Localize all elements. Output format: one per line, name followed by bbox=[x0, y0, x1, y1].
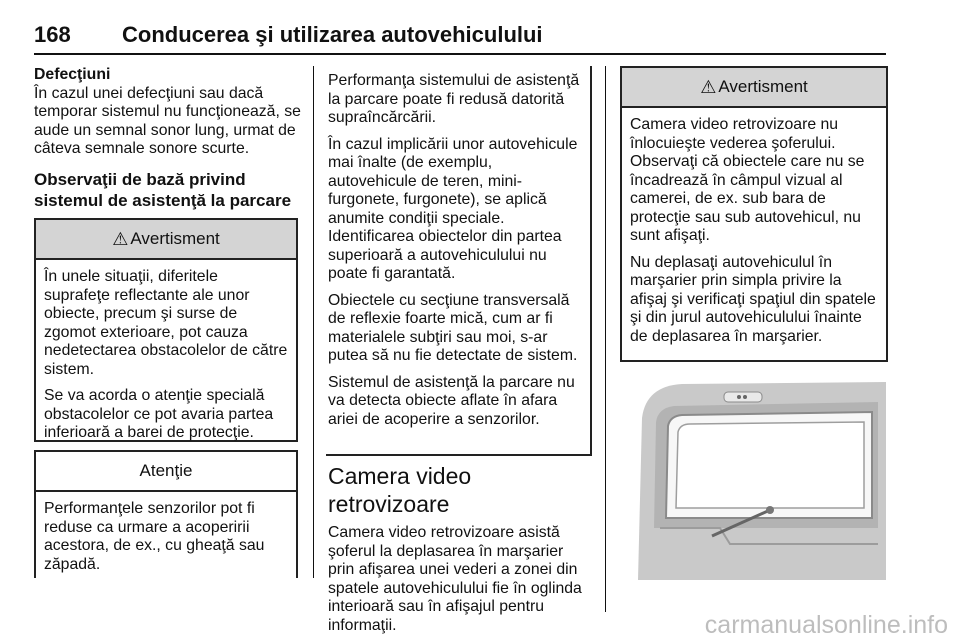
caution-paragraph-1: Performanţele senzorilor pot fi reduse ca urmare a acoperirii acestora, de ex., cu gheaţă sau zăpadă. bbox=[44, 500, 265, 573]
warning-triangle-icon: ⚠ bbox=[700, 76, 717, 97]
chapter-title: Conducerea şi utilizarea autovehiculului bbox=[122, 22, 543, 47]
faults-text: În cazul unei defecţiuni sau dacă temporar sistemul nu funcţionează, se aude un semnal sonor lung, urmat de câteva semnale sonore scurte. bbox=[34, 84, 301, 157]
left-warning-header bbox=[36, 220, 296, 260]
faults-heading: Defecţiuni bbox=[34, 66, 111, 83]
right-warning-box bbox=[620, 66, 888, 362]
left-warning-box bbox=[34, 218, 298, 442]
column-divider-right bbox=[605, 66, 606, 612]
left-warning-paragraph-1: În unele situaţii, diferitele suprafeţe reflectante ale unor obiecte, precum şi surse de zgomot exterioare, pot cauza nedetectarea obstacolelor de către sistem. bbox=[44, 268, 288, 378]
camera-heading: Camera video retrovizoare bbox=[328, 463, 472, 517]
caution-box bbox=[34, 450, 298, 578]
left-warning-title: Avertisment bbox=[130, 228, 220, 248]
middle-paragraph-2: În cazul implicării unor autovehicule mai înalte (de exemplu, autovehicule de teren, mini-furgonete, furgonete), se aplică anumite condiţii speciale. Identificarea obiectelor din partea superioară a autovehiculului nu poate fi garantată. bbox=[328, 135, 578, 282]
middle-paragraph-4: Sistemul de asistenţă la parcare nu va detecta obiecte aflate în afara ariei de acoperire a senzorilor. bbox=[328, 373, 575, 428]
rear-door-illustration bbox=[620, 378, 886, 580]
right-warning-paragraph-2: Nu deplasaţi autovehiculul în marşarier prin simpla privire la afişaj şi verificaţi spaţiul din spatele şi din jurul autovehiculului înainte de deplasarea în marşarier. bbox=[630, 253, 876, 345]
left-column bbox=[34, 66, 304, 223]
middle-paragraph-3: Obiectele cu secţiune transversală de reflexie foarte mică, cum ar fi materialele subţiri sau moi, s-ar putea să nu fie detectate de sistem. bbox=[328, 291, 578, 364]
middle-continued-box bbox=[326, 66, 592, 456]
page-number: 168 bbox=[34, 22, 71, 47]
left-warning-body bbox=[36, 260, 296, 457]
right-warning-title: Avertisment bbox=[718, 76, 808, 96]
right-warning-header bbox=[622, 68, 886, 108]
right-warning-paragraph-1: Camera video retrovizoare nu înlocuieşte vederea şoferului. Observaţi că obiectele care nu se încadrează în câmpul vizual al camerei, de ex. sub bara de protecţie sau sub autovehicul, nu sunt afişaţi. bbox=[630, 116, 865, 244]
watermark: carmanualsonline.info bbox=[704, 611, 948, 639]
header-rule bbox=[34, 53, 886, 55]
caution-body bbox=[36, 492, 296, 588]
middle-continued-body bbox=[326, 66, 590, 443]
caution-title: Atenţie bbox=[139, 460, 193, 480]
column-divider-left bbox=[313, 66, 314, 578]
right-warning-body bbox=[622, 108, 886, 360]
caution-header bbox=[36, 452, 296, 492]
left-warning-paragraph-2: Se va acorda o atenţie specială obstacolelor ce pot avaria partea inferioară a barei de protecţie. bbox=[44, 387, 274, 441]
page-header bbox=[34, 22, 914, 54]
rear-camera-figure bbox=[620, 378, 886, 580]
camera-section bbox=[328, 462, 592, 643]
basics-heading: Observaţii de bază privind sistemul de asistenţă la parcare bbox=[34, 169, 292, 210]
warning-triangle-icon: ⚠ bbox=[112, 228, 129, 249]
camera-text: Camera video retrovizoare asistă şoferul la deplasarea în marşarier prin afişarea unei vederi a zonei din spatele autovehiculului fie în oglinda interioară sau în afişajul pentru informaţii. bbox=[328, 524, 582, 634]
middle-paragraph-1: Performanţa sistemului de asistenţă la parcare poate fi redusă datorită supraîncărcării. bbox=[328, 72, 580, 126]
